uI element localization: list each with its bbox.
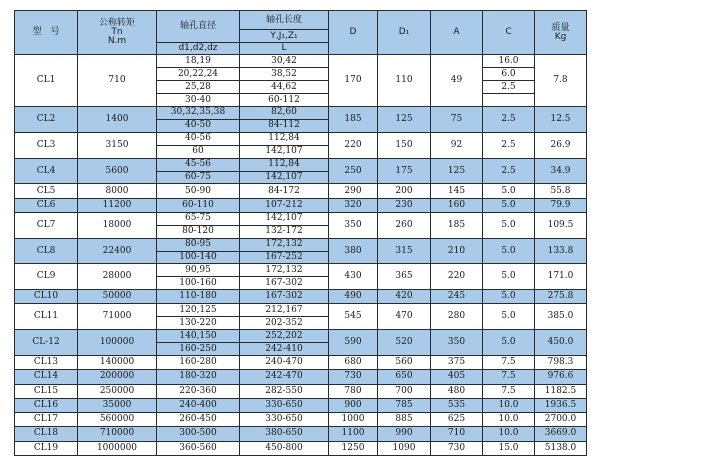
model-cell: CL8 [15, 238, 78, 264]
D1-cell: 470 [378, 304, 431, 330]
mass-cell: 12.5 [535, 107, 587, 133]
D1-cell: 200 [378, 184, 431, 198]
torque-cell: 50000 [78, 290, 157, 304]
torque-cell: 3150 [78, 132, 157, 158]
A-cell: 480 [431, 384, 483, 398]
mass-cell: 133.8 [535, 238, 587, 264]
mass-cell: 3669.0 [535, 427, 587, 441]
D-cell: 1000 [329, 413, 378, 427]
mass-cell: 2700.0 [535, 413, 587, 427]
torque-cell: 18000 [78, 212, 157, 238]
bore-diameter-cell: 30-40 [157, 94, 240, 107]
A-cell: 625 [431, 413, 483, 427]
D1-cell: 420 [378, 290, 431, 304]
table-row [15, 107, 587, 120]
torque-cell: 71000 [78, 304, 157, 330]
table-row [15, 290, 587, 304]
A-cell: 280 [431, 304, 483, 330]
mass-cell: 5138.0 [535, 441, 587, 455]
D-cell: 590 [329, 330, 378, 356]
C-cell: 2.5 [483, 132, 535, 158]
torque-cell: 140000 [78, 356, 157, 370]
bore-diameter-cell: 25,28 [157, 81, 240, 94]
mass-cell: 7.8 [535, 55, 587, 107]
torque-cell: 710 [78, 55, 157, 107]
header-A: A [431, 11, 483, 55]
bore-length-cell: 167-302 [240, 277, 329, 290]
D-cell: 490 [329, 290, 378, 304]
model-cell: CL-12 [15, 330, 78, 356]
table-row [15, 132, 587, 145]
bore-length-cell: 60-112 [240, 94, 329, 107]
D-cell: 170 [329, 55, 378, 107]
bore-diameter-cell: 100-140 [157, 251, 240, 264]
bore-length-cell: 112,84 [240, 132, 329, 145]
bore-diameter-cell: 120,125 [157, 304, 240, 317]
mass-cell: 385.0 [535, 304, 587, 330]
D-cell: 1100 [329, 427, 378, 441]
C-cell: 10.0 [483, 427, 535, 441]
bore-length-cell: 240-470 [240, 356, 329, 370]
torque-cell: 710000 [78, 427, 157, 441]
torque-cell: 100000 [78, 330, 157, 356]
mass-cell: 275.8 [535, 290, 587, 304]
table-row [15, 427, 587, 441]
C-cell: 5.0 [483, 184, 535, 198]
bore-diameter-cell: 160-250 [157, 343, 240, 356]
model-cell: CL9 [15, 264, 78, 290]
C-cell: 2.5 [483, 107, 535, 133]
bore-diameter-cell: 45-56 [157, 158, 240, 171]
table-row [15, 158, 587, 171]
mass-cell: 1936.5 [535, 398, 587, 412]
D1-cell: 560 [378, 356, 431, 370]
bore-diameter-cell: 20,22,24 [157, 68, 240, 81]
A-cell: 160 [431, 198, 483, 212]
bore-diameter-cell: 65-75 [157, 212, 240, 225]
model-cell: CL14 [15, 370, 78, 384]
bore-diameter-cell: 40-50 [157, 119, 240, 132]
header-mass: 质量 Kg [535, 11, 587, 55]
D-cell: 380 [329, 238, 378, 264]
bore-length-cell: 380-650 [240, 427, 329, 441]
A-cell: 125 [431, 158, 483, 184]
D1-cell: 315 [378, 238, 431, 264]
D1-cell: 990 [378, 427, 431, 441]
A-cell: 49 [431, 55, 483, 107]
table-row [15, 198, 587, 212]
model-cell: CL7 [15, 212, 78, 238]
C-cell: 5.0 [483, 330, 535, 356]
model-cell: CL1 [15, 55, 78, 107]
mass-cell: 450.0 [535, 330, 587, 356]
model-cell: CL19 [15, 441, 78, 455]
C-cell: 2.5 [483, 158, 535, 184]
D1-cell: 150 [378, 132, 431, 158]
table-row [15, 55, 587, 68]
bore-length-cell: 330-650 [240, 413, 329, 427]
model-cell: CL18 [15, 427, 78, 441]
bore-length-cell: 30,42 [240, 55, 329, 68]
bore-length-cell: 132-172 [240, 225, 329, 238]
table-row [15, 238, 587, 251]
table-row [15, 356, 587, 370]
table-row [15, 304, 587, 317]
D-cell: 545 [329, 304, 378, 330]
bore-diameter-cell: 80-95 [157, 238, 240, 251]
D-cell: 350 [329, 212, 378, 238]
bore-length-cell: 112,84 [240, 158, 329, 171]
header-bore-length-sub2: L [240, 42, 329, 55]
A-cell: 145 [431, 184, 483, 198]
header-C: C [483, 11, 535, 55]
table-row [15, 370, 587, 384]
C-cell: 5.0 [483, 264, 535, 290]
D1-cell: 260 [378, 212, 431, 238]
bore-diameter-cell: 60 [157, 145, 240, 158]
model-cell: CL13 [15, 356, 78, 370]
torque-cell: 250000 [78, 384, 157, 398]
bore-diameter-cell: 240-400 [157, 398, 240, 412]
D-cell: 220 [329, 132, 378, 158]
model-cell: CL11 [15, 304, 78, 330]
model-cell: CL2 [15, 107, 78, 133]
bore-diameter-cell: 60-75 [157, 171, 240, 184]
bore-length-cell: 38,52 [240, 68, 329, 81]
D-cell: 730 [329, 370, 378, 384]
C-cell: 5.0 [483, 198, 535, 212]
bore-length-cell: 84-172 [240, 184, 329, 198]
D-cell: 1250 [329, 441, 378, 455]
bore-length-cell: 450-800 [240, 441, 329, 455]
D1-cell: 650 [378, 370, 431, 384]
mass-cell: 79.9 [535, 198, 587, 212]
bore-length-cell: 107-212 [240, 198, 329, 212]
mass-cell: 1182.5 [535, 384, 587, 398]
bore-diameter-cell: 360-560 [157, 441, 240, 455]
A-cell: 535 [431, 398, 483, 412]
D-cell: 900 [329, 398, 378, 412]
bore-length-cell: 172,132 [240, 264, 329, 277]
table-row [15, 264, 587, 277]
D1-cell: 230 [378, 198, 431, 212]
bore-length-cell: 202-352 [240, 317, 329, 330]
D-cell: 290 [329, 184, 378, 198]
model-cell: CL6 [15, 198, 78, 212]
model-cell: CL10 [15, 290, 78, 304]
bore-diameter-cell: 130-220 [157, 317, 240, 330]
C-cell: 16.0 [483, 55, 535, 68]
model-cell: CL4 [15, 158, 78, 184]
bore-length-cell: 172,132 [240, 238, 329, 251]
bore-diameter-cell: 50-90 [157, 184, 240, 198]
bore-length-cell: 142,107 [240, 145, 329, 158]
table-row [15, 398, 587, 412]
model-cell: CL3 [15, 132, 78, 158]
bore-length-cell: 212,167 [240, 304, 329, 317]
header-torque: 公称转矩 Tn N.m [78, 11, 157, 55]
bore-length-cell: 282-550 [240, 384, 329, 398]
bore-diameter-cell: 110-180 [157, 290, 240, 304]
C-cell: 7.5 [483, 356, 535, 370]
C-cell: 7.5 [483, 384, 535, 398]
C-cell: 15.0 [483, 441, 535, 455]
table-row [15, 441, 587, 455]
bore-diameter-cell: 100-160 [157, 277, 240, 290]
D-cell: 780 [329, 384, 378, 398]
table-row [15, 212, 587, 225]
torque-cell: 28000 [78, 264, 157, 290]
A-cell: 350 [431, 330, 483, 356]
torque-cell: 560000 [78, 413, 157, 427]
C-cell: 5.0 [483, 304, 535, 330]
table-row [15, 413, 587, 427]
bore-diameter-cell: 40-56 [157, 132, 240, 145]
bore-diameter-cell: 160-280 [157, 356, 240, 370]
header-model: 型 号 [15, 11, 78, 55]
D1-cell: 520 [378, 330, 431, 356]
D1-cell: 1090 [378, 441, 431, 455]
bore-length-cell: 82,60 [240, 107, 329, 120]
bore-diameter-cell: 260-450 [157, 413, 240, 427]
D1-cell: 700 [378, 384, 431, 398]
bore-length-cell: 84-112 [240, 119, 329, 132]
D-cell: 430 [329, 264, 378, 290]
bore-length-cell: 252,202 [240, 330, 329, 343]
D-cell: 185 [329, 107, 378, 133]
mass-cell: 976.6 [535, 370, 587, 384]
C-cell: 10.0 [483, 398, 535, 412]
bore-diameter-cell: 60-110 [157, 198, 240, 212]
bore-length-cell: 167-252 [240, 251, 329, 264]
A-cell: 75 [431, 107, 483, 133]
torque-cell: 22400 [78, 238, 157, 264]
C-cell: 7.5 [483, 370, 535, 384]
D1-cell: 175 [378, 158, 431, 184]
mass-cell: 55.8 [535, 184, 587, 198]
D-cell: 320 [329, 198, 378, 212]
bore-length-cell: 44,62 [240, 81, 329, 94]
header-bore-length-sub1: Y,J₁,Z₁ [240, 30, 329, 43]
A-cell: 92 [431, 132, 483, 158]
D-cell: 680 [329, 356, 378, 370]
bore-diameter-cell: 90,95 [157, 264, 240, 277]
header-bore-diameter-sub: d1,d2,dz [157, 42, 240, 55]
coupling-spec-table [14, 10, 587, 456]
mass-cell: 109.5 [535, 212, 587, 238]
model-cell: CL15 [15, 384, 78, 398]
header-bore-length: 轴孔长度 [240, 11, 329, 30]
mass-cell: 34.9 [535, 158, 587, 184]
torque-cell: 5600 [78, 158, 157, 184]
bore-diameter-cell: 30,32,35,38 [157, 107, 240, 120]
A-cell: 375 [431, 356, 483, 370]
bore-length-cell: 330-650 [240, 398, 329, 412]
bore-length-cell: 142,107 [240, 171, 329, 184]
torque-cell: 11200 [78, 198, 157, 212]
torque-cell: 8000 [78, 184, 157, 198]
torque-cell: 35000 [78, 398, 157, 412]
D1-cell: 785 [378, 398, 431, 412]
bore-length-cell: 167-302 [240, 290, 329, 304]
model-cell: CL16 [15, 398, 78, 412]
bore-diameter-cell: 180-320 [157, 370, 240, 384]
torque-cell: 1000000 [78, 441, 157, 455]
D1-cell: 885 [378, 413, 431, 427]
table-row [15, 384, 587, 398]
bore-diameter-cell: 18,19 [157, 55, 240, 68]
model-cell: CL5 [15, 184, 78, 198]
table-row [15, 184, 587, 198]
C-cell: 5.0 [483, 212, 535, 238]
C-cell: 5.0 [483, 238, 535, 264]
D1-cell: 365 [378, 264, 431, 290]
bore-diameter-cell: 300-500 [157, 427, 240, 441]
A-cell: 710 [431, 427, 483, 441]
C-cell: 6.0 [483, 68, 535, 81]
A-cell: 730 [431, 441, 483, 455]
bore-length-cell: 142,107 [240, 212, 329, 225]
table-row [15, 330, 587, 343]
A-cell: 245 [431, 290, 483, 304]
A-cell: 210 [431, 238, 483, 264]
A-cell: 220 [431, 264, 483, 290]
header-D1: D₁ [378, 11, 431, 55]
torque-cell: 200000 [78, 370, 157, 384]
bore-diameter-cell: 140,150 [157, 330, 240, 343]
D-cell: 250 [329, 158, 378, 184]
bore-diameter-cell: 220-360 [157, 384, 240, 398]
D1-cell: 110 [378, 55, 431, 107]
A-cell: 405 [431, 370, 483, 384]
C-cell [483, 94, 535, 107]
bore-diameter-cell: 80-120 [157, 225, 240, 238]
mass-cell: 798.3 [535, 356, 587, 370]
A-cell: 185 [431, 212, 483, 238]
C-cell: 10.0 [483, 413, 535, 427]
C-cell: 5.0 [483, 290, 535, 304]
torque-cell: 1400 [78, 107, 157, 133]
header-bore-diameter: 轴孔直径 [157, 11, 240, 43]
header-D: D [329, 11, 378, 55]
mass-cell: 26.9 [535, 132, 587, 158]
D1-cell: 125 [378, 107, 431, 133]
model-cell: CL17 [15, 413, 78, 427]
bore-length-cell: 242-470 [240, 370, 329, 384]
bore-length-cell: 242-410 [240, 343, 329, 356]
mass-cell: 171.0 [535, 264, 587, 290]
C-cell: 2.5 [483, 81, 535, 94]
